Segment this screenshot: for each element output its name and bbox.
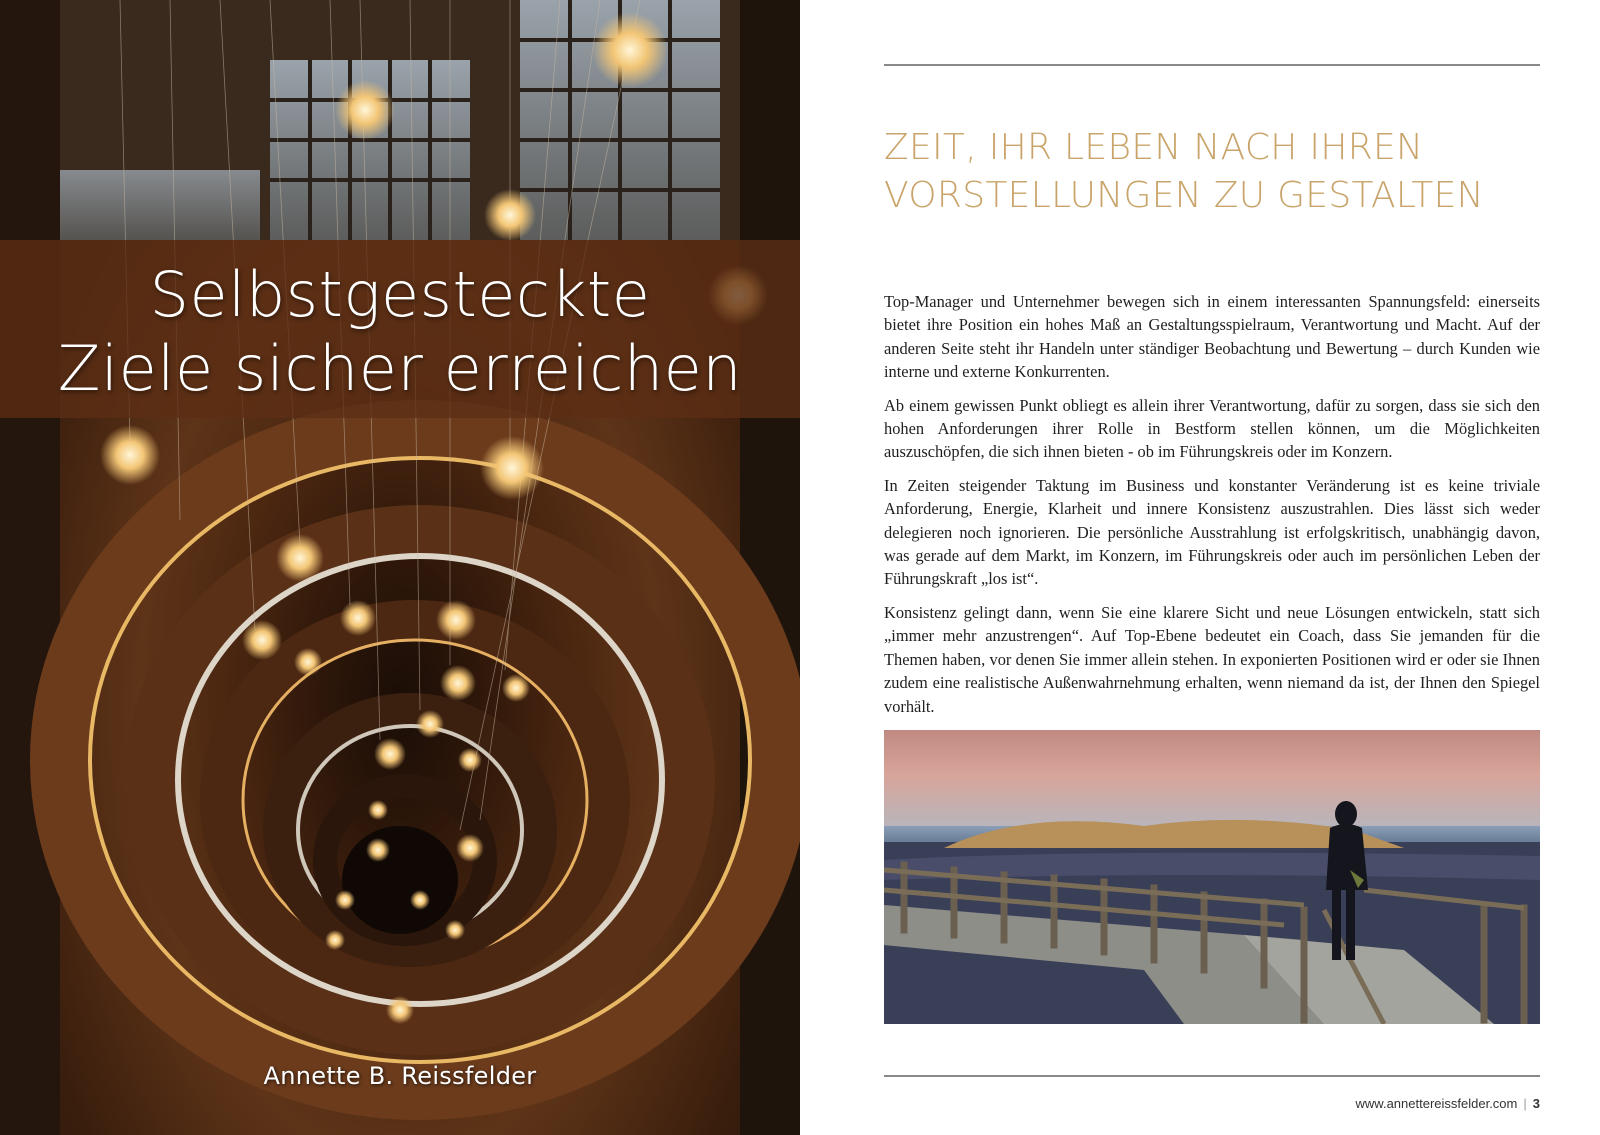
- top-rule: [884, 64, 1540, 66]
- page-footer: [1356, 1096, 1540, 1111]
- paragraph-2: Ab einem gewissen Punkt obliegt es allein ihrer Verantwortung, dafür zu sorgen, dass sie sich den hohen Anforderungen ihrer Rolle in Bestform stellen können, um die Möglichkeiten auszuschöpfen, die sich ihnen bieten - ob im Führungskreis oder im Konzern.: [884, 395, 1540, 462]
- paragraph-4: Konsistenz gelingt dann, wenn Sie eine klarere Sicht und neue Lösungen entwickeln, statt sich „immer mehr anzustrengen“. Auf Top-Ebene bedeutet ein Coach, dass Sie jemanden für die Themen haben, vor denen Sie immer allein stehen. In exponierten Positionen wird er oder sie Ihnen zudem eine realistische Außenwahrnehmung erhalten, wenn niemand da ist, der Ihnen den Spiegel vorhält.: [884, 602, 1540, 716]
- footer-url[interactable]: www.annettereissfelder.com: [1355, 1096, 1518, 1111]
- boardwalk-photo: [884, 730, 1540, 1024]
- text-page: [800, 0, 1600, 1135]
- bottom-rule: [884, 1075, 1540, 1077]
- page-number: 3: [1532, 1096, 1540, 1111]
- page-heading: [884, 124, 1544, 220]
- page-heading-line-1: ZEIT, IHR LEBEN NACH IHREN: [884, 127, 1424, 168]
- paragraph-3: In Zeiten steigender Taktung im Business und konstanter Veränderung ist es keine triviale Anforderung, Energie, Klarheit und innere Konsistenz auszustrahlen. Dies lässt sich weder delegieren noch ignorieren. Die persönliche Ausstrahlung ist erfolgskritisch, unabhängig davon, was gerade auf dem Markt, im Konzern, im Führungskreis oder auch im persönlichen Leben der Führungskraft „los ist“.: [884, 475, 1540, 589]
- cover-author: Annette B. Reissfelder: [263, 1062, 537, 1090]
- footer-separator: |: [1523, 1096, 1527, 1111]
- page-heading-line-2: VORSTELLUNGEN ZU GESTALTEN: [884, 175, 1484, 216]
- paragraph-1: Top-Manager und Unternehmer bewegen sich in einem interessanten Spannungsfeld: einerseits bietet ihre Position ein hohes Maß an Gestaltungsspielraum, Verantwortung und Macht. Auf der anderen Seite steht ihr Handeln unter ständiger Beobachtung und Bewertung – durch Kunden wie interne und externe Konkurrenten.: [884, 292, 1540, 382]
- cover-title-line-1: Selbstgesteckte: [149, 258, 651, 331]
- body-text: [884, 290, 1540, 728]
- cover-title: [0, 258, 800, 406]
- cover-title-line-2: Ziele sicher erreichen: [57, 332, 743, 405]
